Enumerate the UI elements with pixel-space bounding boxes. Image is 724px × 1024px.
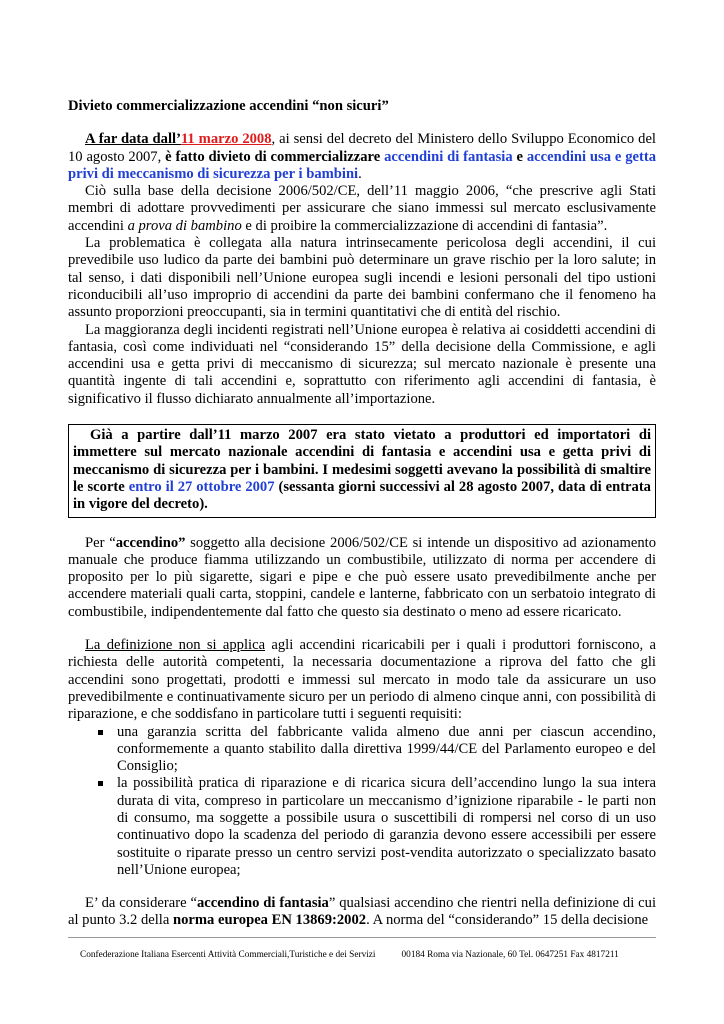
boxed-notice [68,424,656,517]
paragraph-problem: La problematica è collegata alla natura intrinsecamente pericolosa degli accendini, il cui prevedibile uso ludico da parte dei bambini può determinare un grave rischio per la loro salute; in tal senso, i dati disponibili nell’Unione europea sugli incendi e lesioni personali del tipo ustioni riconducibili all’uso improprio di accendini da parte dei bambini confermano che il fenomeno ha assunto proporzioni preoccupanti, sia in termini quantitativi che di entità del rischio. [68,235,656,321]
footer-address: 00184 Roma via Nazionale, 60 Tel. 0647251 Fax 4817211 [401,950,619,960]
ban-end: . [358,165,362,182]
paragraph-incidents: La maggioranza degli incidenti registrati nell’Unione europea è relativa ai cosiddetti accendini di fantasia, così come individuati nel “considerando 15” della decisione della Commissione, e agli accendini usa e getta privi di meccanismo di sicurezza; sul mercato nazionale è presente una quantità ingente di tali accendini e, soprattutto con riferimento agli accendini di fantasia, è significativo il flusso dichiarato annualmente all’importazione. [68,321,656,407]
fantasy-norm: norma europea EN 13869:2002 [172,912,367,929]
footer [80,950,660,960]
definition-term: accendino” [115,534,186,551]
fantasy-lead: E’ da considerare “ [85,895,197,912]
notice-deadline: entro il 27 ottobre 2007 [128,478,275,495]
ban-text: , ai sensi del decreto del Ministero dello Sviluppo Economico del 10 agosto 2007, [68,131,656,165]
notice-tail: (sessanta giorni successivi al 28 agosto 2007, data di entrata in vigore del decreto). [73,478,651,513]
notice-text [73,427,651,513]
fantasy-text: ” qualsiasi accendino che rientri nella definizione di cui al punto 3.2 della [68,895,656,929]
list-item [68,775,656,879]
exclusion-lead: La definizione non si applica [85,637,266,654]
ban-and: e [512,148,527,165]
ban-lead: A far data dall’ [85,131,181,148]
list-item-text: una garanzia scritta del fabbricante valida almeno due anni per ciascun accendino, conformemente a quanto stabilito dalla direttiva 1999/44/CE del Parlamento europeo e del Consiglio; [117,723,656,775]
decision-italic: a prova di bambino [127,217,242,234]
definition-lead: Per “ [85,534,116,551]
ban-date: 11 marzo 2008 [180,131,272,148]
paragraph-fantasy-definition [68,895,656,930]
ban-item-fantasy: accendini di fantasia [384,148,513,165]
paragraph-ban-date [68,131,656,183]
decision-text: Ciò sulla base della decisione 2006/502/CE, dell’11 maggio 2006, “che prescrive agli Stati membri di adottare provvedimenti per assicurare che siano immessi sul mercato esclusivamente accendini [68,183,656,234]
definition-text: soggetto alla decisione 2006/502/CE si intende un dispositivo ad azionamento manuale che produce fiamma utilizzando un combustibile, utilizzato di norma per accendere di proposito per lo più sigarette, sigari e pipe e che può essere usato prevedibilmente anche per accendere materiali quali carta, stoppini, candele e lanterne, fabbricato con un serbatoio integrato di combustibile, indipendentemente dal fatto che questo sia destinato o meno ad essere ricaricato. [68,534,656,620]
ban-bold: è fatto divieto di commercializzare [165,148,381,165]
list-item [68,724,656,776]
page-title: Divieto commercializzazione accendini “non sicuri” [68,98,389,114]
notice-lead: Già a partire dall’11 marzo 2007 era stato vietato a produttori ed importatori di immettere sul mercato nazionale accendini di fantasia e accendini usa e getta privi di meccanismo di sicurezza per i bambini. I medesimi soggetti avevano la possibilità di smaltire le scorte [73,427,651,495]
document-body [68,98,656,930]
requirements-list [68,724,656,880]
exclusion-text: agli accendini ricaricabili per i quali i produttori forniscono, a richiesta delle autorità competenti, la necessaria documentazione a riprova del fatto che gli accendini sono progettati, prodotti e immessi sul mercato in modo tale da assicurare un uso prevedibilmente e continuativamente sicuro per un periodo di almeno cinque anni, con possibilità di riparazione, e che soddisfano in particolare tutti i seguenti requisiti: [68,637,656,723]
paragraph-decision [68,183,656,235]
fantasy-term: accendino di fantasia [196,895,329,912]
footer-divider [68,937,656,938]
bullet-square-icon [98,781,103,786]
paragraph-exclusion [68,637,656,723]
list-item-text: la possibilità pratica di riparazione e di ricarica sicura dell’accendino lungo la sua intera durata di vita, compreso in particolare un meccanismo d’ignizione riparabile - le parti non di consumo, ma soggette a possibile usura o suscettibili di rompersi nel corso di un uso continuativo dopo la scadenza del periodo di garanzia devono essere accessibili per essere sostituite o riparate presso un centro servizi post-vendita autorizzato o specializzato basato nell’Unione europea; [117,775,656,878]
fantasy-tail: . A norma del “considerando” 15 della decisione [366,912,649,929]
paragraph-definition [68,535,656,621]
footer-organization: Confederazione Italiana Esercenti Attività Commerciali,Turistiche e dei Servizi [80,950,376,960]
ban-item-disposable: accendini usa e getta privi di meccanismo di sicurezza per i bambini [68,148,656,182]
bullet-square-icon [98,730,103,735]
decision-text-end: e di proibire la commercializzazione di accendini di fantasia”. [241,217,608,234]
